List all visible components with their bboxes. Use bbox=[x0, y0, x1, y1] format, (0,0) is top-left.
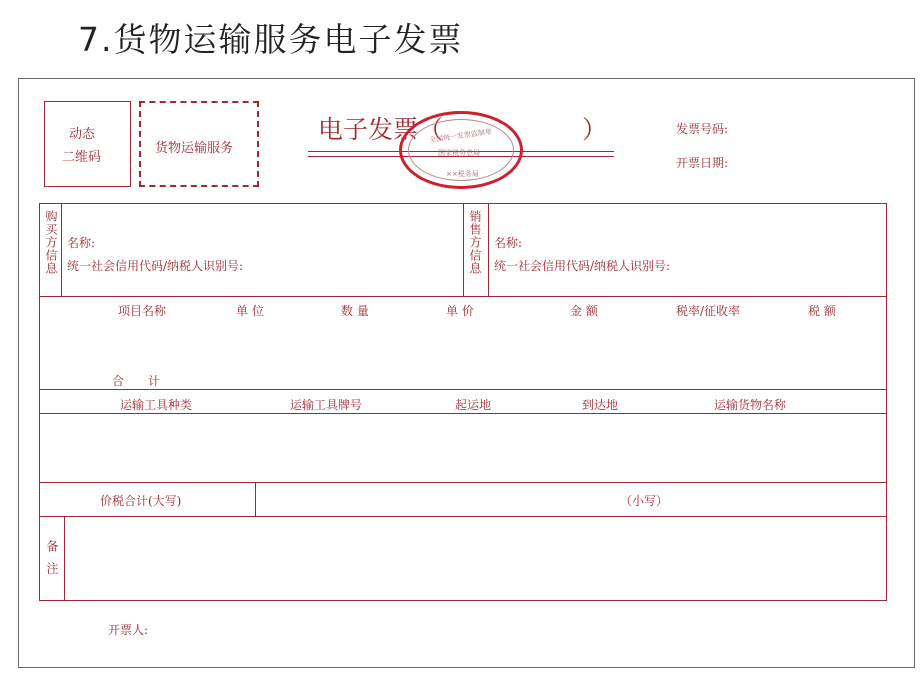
party-divider bbox=[463, 203, 464, 297]
seller-side-label: 销售方信息 bbox=[468, 210, 482, 275]
invoice-supervision-stamp bbox=[399, 111, 523, 189]
seller-tax-id-label: 统一社会信用代码/纳税人识别号: bbox=[494, 259, 671, 273]
remarks-label: 备注 bbox=[45, 540, 59, 584]
col-vehicle-plate: 运输工具牌号 bbox=[290, 398, 363, 412]
remarks-divider bbox=[64, 516, 65, 601]
seller-label-divider bbox=[488, 203, 489, 297]
buyer-label-divider bbox=[61, 203, 62, 297]
transport-header-top bbox=[39, 389, 887, 390]
stamp-ring-text: 全国统一发票监制章 bbox=[428, 127, 493, 145]
seller-name-label: 名称: bbox=[494, 236, 523, 250]
invoice-number-label: 发票号码: bbox=[676, 122, 729, 136]
qr-code-box bbox=[44, 101, 131, 187]
buyer-side-label: 购买方信息 bbox=[44, 210, 58, 275]
col-quantity: 数 量 bbox=[341, 304, 369, 318]
col-destination: 到达地 bbox=[582, 398, 619, 412]
total-lowercase-label: （小写） bbox=[620, 494, 669, 508]
invoice-title: 电子发票（ bbox=[318, 115, 444, 144]
stamp-bottom-text: ××税务局 bbox=[446, 170, 479, 178]
items-total-label: 合 计 bbox=[112, 374, 161, 388]
col-origin: 起运地 bbox=[455, 398, 492, 412]
col-tax-rate: 税率/征收率 bbox=[676, 304, 741, 318]
stamp-center-text: 国家税务总局 bbox=[438, 149, 480, 157]
total-row-divider bbox=[255, 482, 256, 516]
col-unit-price: 单 价 bbox=[446, 304, 474, 318]
col-item-name: 项目名称 bbox=[118, 304, 167, 318]
issue-date-label: 开票日期: bbox=[676, 156, 729, 170]
col-tax-amount: 税 额 bbox=[808, 304, 836, 318]
buyer-tax-id-label: 统一社会信用代码/纳税人识别号: bbox=[67, 259, 244, 273]
total-row-top bbox=[39, 482, 887, 483]
col-cargo-name: 运输货物名称 bbox=[714, 398, 787, 412]
qr-label-line1: 动态 bbox=[69, 127, 96, 142]
transport-header-bottom bbox=[39, 413, 887, 414]
buyer-name-label: 名称: bbox=[67, 236, 96, 250]
col-unit: 单 位 bbox=[236, 304, 264, 318]
invoice-title-close-paren: ） bbox=[582, 115, 608, 144]
party-row-bottom bbox=[39, 296, 887, 297]
slide-title: 7.货物运输服务电子发票 bbox=[78, 20, 464, 59]
service-type-label: 货物运输服务 bbox=[155, 141, 234, 156]
total-uppercase-label: 价税合计(大写) bbox=[100, 494, 182, 508]
service-type-box bbox=[139, 101, 259, 187]
col-amount: 金 额 bbox=[570, 304, 598, 318]
qr-label-line2: 二维码 bbox=[62, 150, 102, 165]
issuer-label: 开票人: bbox=[108, 623, 149, 637]
total-row-bottom bbox=[39, 516, 887, 517]
col-vehicle-type: 运输工具种类 bbox=[120, 398, 193, 412]
